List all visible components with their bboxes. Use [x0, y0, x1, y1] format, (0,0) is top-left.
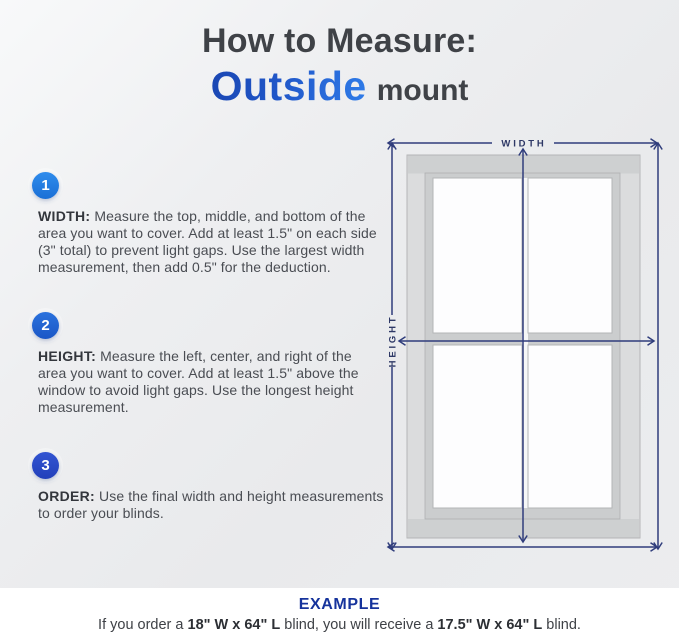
example-receive-size: 17.5" W x 64" L [437, 617, 543, 633]
example-suffix: blind. [542, 617, 581, 633]
step-2-instructions: Measure the left, center, and right of the area you want to cover. Add at least 1.5" above the window to avoid light gaps. Use the longest height measurement. [38, 348, 359, 415]
window-diagram-svg [373, 128, 673, 583]
step-1-number-badge: 1 [32, 172, 59, 199]
page-title [0, 22, 679, 110]
example-order-size: 18" W x 64" L [187, 617, 281, 633]
step-order [32, 452, 384, 522]
step-2-number-badge: 2 [32, 312, 59, 339]
window-measurement-diagram [373, 128, 673, 583]
title-mount-type: Outside [210, 63, 367, 110]
title-mount-word: mount [376, 74, 469, 108]
title-line-2 [0, 63, 679, 110]
step-height [32, 312, 384, 416]
example-heading: EXAMPLE [298, 596, 381, 613]
step-2-text [38, 348, 384, 416]
example-prefix: If you order a [98, 617, 188, 633]
window-pane-top-right [528, 178, 612, 333]
example-section [0, 588, 679, 644]
step-3-instructions: Use the final width and height measurements to order your blinds. [38, 488, 384, 521]
step-1-text [38, 208, 384, 276]
step-3-number-badge: 3 [32, 452, 59, 479]
window-pane-top-left [433, 178, 522, 333]
step-1-instructions: Measure the top, middle, and bottom of the area you want to cover. Add at least 1.5" on each side (3" total) to prevent light gaps. Use the largest width measurement, then add 0.5" for the deduction. [38, 208, 377, 275]
example-sentence [0, 617, 679, 633]
step-width [32, 172, 384, 276]
step-3-label: ORDER: [38, 488, 96, 504]
step-3-text [38, 488, 384, 522]
window-pane-bottom-right [528, 345, 612, 508]
example-middle: blind, you will receive a [280, 617, 438, 633]
step-1-label: WIDTH: [38, 208, 91, 224]
width-dimension-label: WIDTH [501, 138, 547, 150]
window-pane-bottom-left [433, 345, 522, 508]
height-dimension-label: HEIGHT [387, 314, 399, 368]
title-line-1: How to Measure: [201, 22, 478, 60]
step-2-label: HEIGHT: [38, 348, 97, 364]
